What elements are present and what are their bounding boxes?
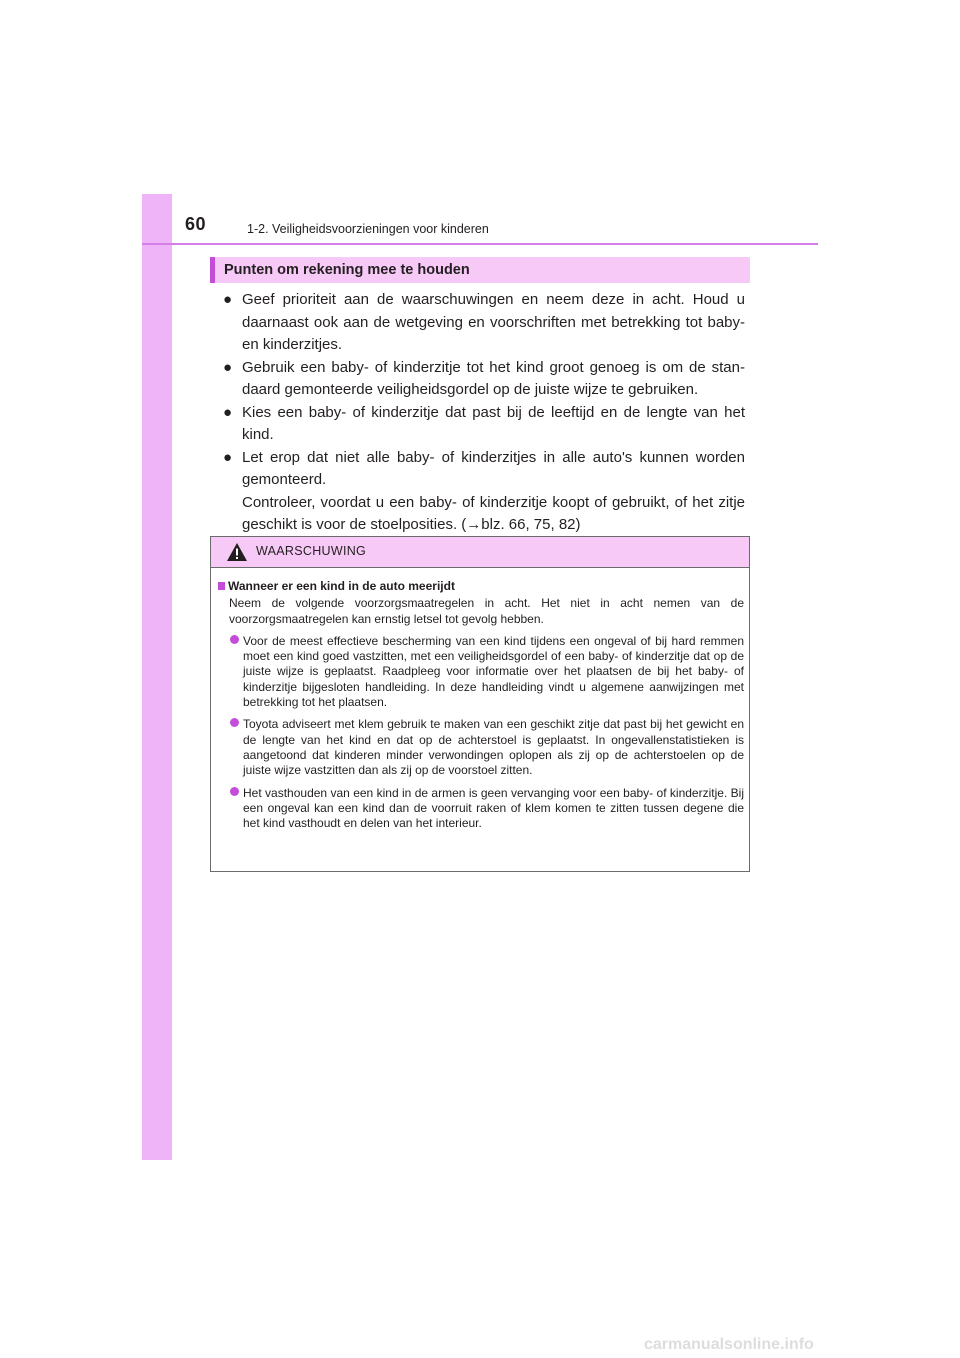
list-item (223, 289, 745, 357)
bullet-icon: ● (223, 358, 233, 376)
warning-header (211, 537, 749, 568)
warning-item-text: Toyota adviseert met klem gebruik te maken van een geschikt zitje dat past bij het gewicht en de lengte van het kind en dat op de achterstoel is geplaatst. In ongevallenstatistieken is aangetoond dat kinderen minder verwondingen oplopen als zij op de achterstoelen op de juiste wijze vastzitten dan als zij op de voorstoel zitten. (243, 717, 744, 778)
list-item (223, 357, 745, 402)
watermark-text: carmanualsonline.info (644, 1336, 814, 1353)
list-item (223, 447, 745, 537)
warning-content (218, 579, 744, 838)
warning-box (210, 536, 750, 872)
list-item (218, 717, 744, 778)
section-header: 1-2. Veiligheidsvoorzieningen voor kinderen (247, 222, 489, 236)
warning-item-text: Het vasthouden van een kind in de armen is geen vervanging voor een baby- of kinderzitje. Bij een ongeval kan een kind dan de voorruit raken of klem komen te zitten tussen degene die het kind vasthoudt en delen van het interieur. (243, 785, 744, 831)
watermark-logo (644, 1335, 944, 1353)
bullet-icon: ● (223, 291, 233, 308)
warning-title (218, 579, 744, 594)
points-title-bar (210, 257, 750, 283)
bullet-icon (230, 787, 239, 796)
side-strip (142, 194, 172, 1160)
square-bullet-icon (218, 582, 225, 590)
bullet-icon (230, 635, 239, 644)
points-title: Punten om rekening mee te houden (224, 262, 470, 278)
warning-title-text: Wanneer er een kind in de auto meerijdt (228, 579, 455, 593)
bullet-icon (230, 718, 239, 727)
point-extra-text: Controleer, voordat u een baby- of kinderzitje koopt of gebruikt, of het zitje geschikt is voor de stoelposities. (→blz. 66, 75, 82) (242, 493, 745, 533)
bullet-icon: ● (223, 448, 233, 466)
warning-label: WAARSCHUWING (256, 544, 367, 558)
header-rule (142, 243, 818, 245)
page-number: 60 (185, 214, 207, 234)
list-item (218, 634, 744, 710)
list-item (218, 786, 744, 832)
bullet-icon: ● (223, 403, 233, 421)
point-text: Geef prioriteit aan de waarschuwingen en neem deze in acht. Houd u daarnaast ook aan de wetgeving en voorschriften met betrekking tot baby- en kinderzitjes. (242, 291, 745, 353)
warning-list (218, 634, 744, 832)
warning-item-text: Voor de meest effectieve bescherming van een kind tijdens een ongeval of bij hard remmen moet een kind goed vastzitten, met een veiligheidsgordel of een baby- of kinderzitje dat op de juiste wijze is geplaatst. Raadpleeg voor informatie over het plaatsen de bij het baby- of kinderzitje bijgesloten handleiding. In deze handleiding vindt u algemene aanwijzingen met betrekking tot het plaatsen. (243, 633, 744, 710)
point-text: Kies een baby- of kinderzitje dat past bij de leeftijd en de lengte van het kind. (242, 403, 745, 443)
points-list (223, 289, 745, 537)
point-text: Gebruik een baby- of kinderzitje tot het kind groot genoeg is om de standaard gemonteerde veiligheidsgordel op de juiste wijze te gebruiken. (242, 358, 745, 398)
point-text: Let erop dat niet alle baby- of kinderzitjes in alle auto's kunnen worden gemonteerd. (242, 448, 745, 488)
warning-triangle-icon (226, 542, 248, 562)
list-item (223, 402, 745, 447)
warning-intro: Neem de volgende voorzorgsmaatregelen in acht. Het niet in acht nemen van de voorzorgsmaatregelen kan ernstig letsel tot gevolg hebben. (229, 596, 744, 626)
